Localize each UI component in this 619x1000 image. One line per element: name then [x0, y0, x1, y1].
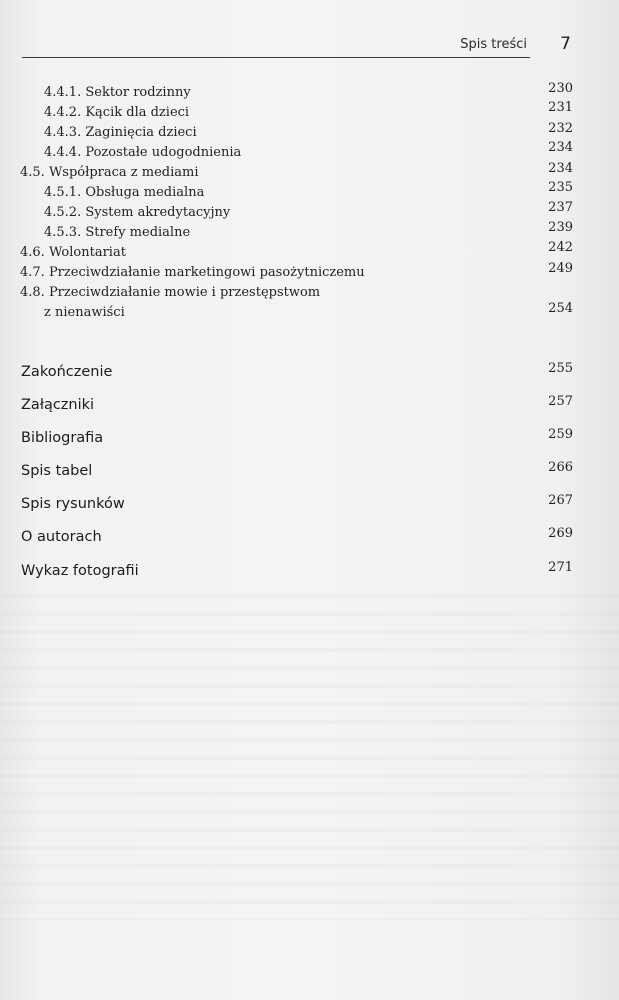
running-head-title: Spis treści [460, 37, 527, 52]
toc-major-page: 269 [548, 526, 573, 541]
toc-entry-page: 231 [548, 100, 573, 115]
toc-entry-label: 4.5.1. Obsługa medialna [44, 185, 205, 200]
toc-entry-label: 4.4.4. Pozostałe udogodnienia [44, 145, 242, 160]
toc-entry-label: 4.4.3. Zaginięcia dzieci [44, 125, 197, 140]
toc-entry-label: 4.4.2. Kącik dla dzieci [44, 105, 190, 120]
toc-entry-label-continued: z nienawiści [44, 305, 125, 320]
toc-entry-page: 234 [548, 140, 573, 155]
toc-entry-page: 235 [548, 180, 573, 195]
header-rule [22, 57, 530, 58]
toc-entry-label: 4.5.3. Strefy medialne [44, 225, 191, 240]
toc-entry-label: 4.8. Przeciwdziałanie mowie i przestępstwom [20, 285, 321, 300]
toc-major-page: 259 [548, 427, 573, 442]
toc-entry-page: 239 [548, 220, 573, 235]
running-head-page-number: 7 [560, 34, 571, 54]
toc-major-label: Spis tabel [21, 463, 93, 479]
toc-major-page: 257 [548, 394, 573, 409]
toc-entry-label: 4.7. Przeciwdziałanie marketingowi pasożytniczemu [20, 265, 365, 280]
show-through-texture [0, 580, 619, 920]
toc-major-label: Załączniki [21, 397, 95, 413]
toc-entry-page: 249 [548, 261, 573, 276]
toc-entry-page: 234 [548, 161, 573, 176]
toc-entry-page: 232 [548, 121, 573, 136]
toc-major-label: Zakończenie [21, 364, 113, 380]
toc-major-label: Spis rysunków [21, 496, 125, 512]
toc-entry-page: 242 [548, 240, 573, 255]
toc-entry-page: 254 [548, 301, 573, 316]
toc-entry-page: 230 [548, 81, 573, 96]
toc-major-page: 255 [548, 361, 573, 376]
toc-major-page: 267 [548, 493, 573, 508]
toc-entry-label: 4.5. Współpraca z mediami [20, 165, 199, 180]
toc-major-label: Bibliografia [21, 430, 104, 446]
toc-major-page: 266 [548, 460, 573, 475]
running-head [0, 35, 619, 59]
toc-major-label: O autorach [21, 529, 102, 545]
toc-entry-label: 4.5.2. System akredytacyjny [44, 205, 231, 220]
toc-entry-label: 4.6. Wolontariat [20, 245, 126, 260]
toc-major-page: 271 [548, 560, 573, 575]
toc-entry-page: 237 [548, 200, 573, 215]
toc-major-label: Wykaz fotografii [21, 563, 139, 579]
toc-entry-label: 4.4.1. Sektor rodzinny [44, 85, 191, 100]
